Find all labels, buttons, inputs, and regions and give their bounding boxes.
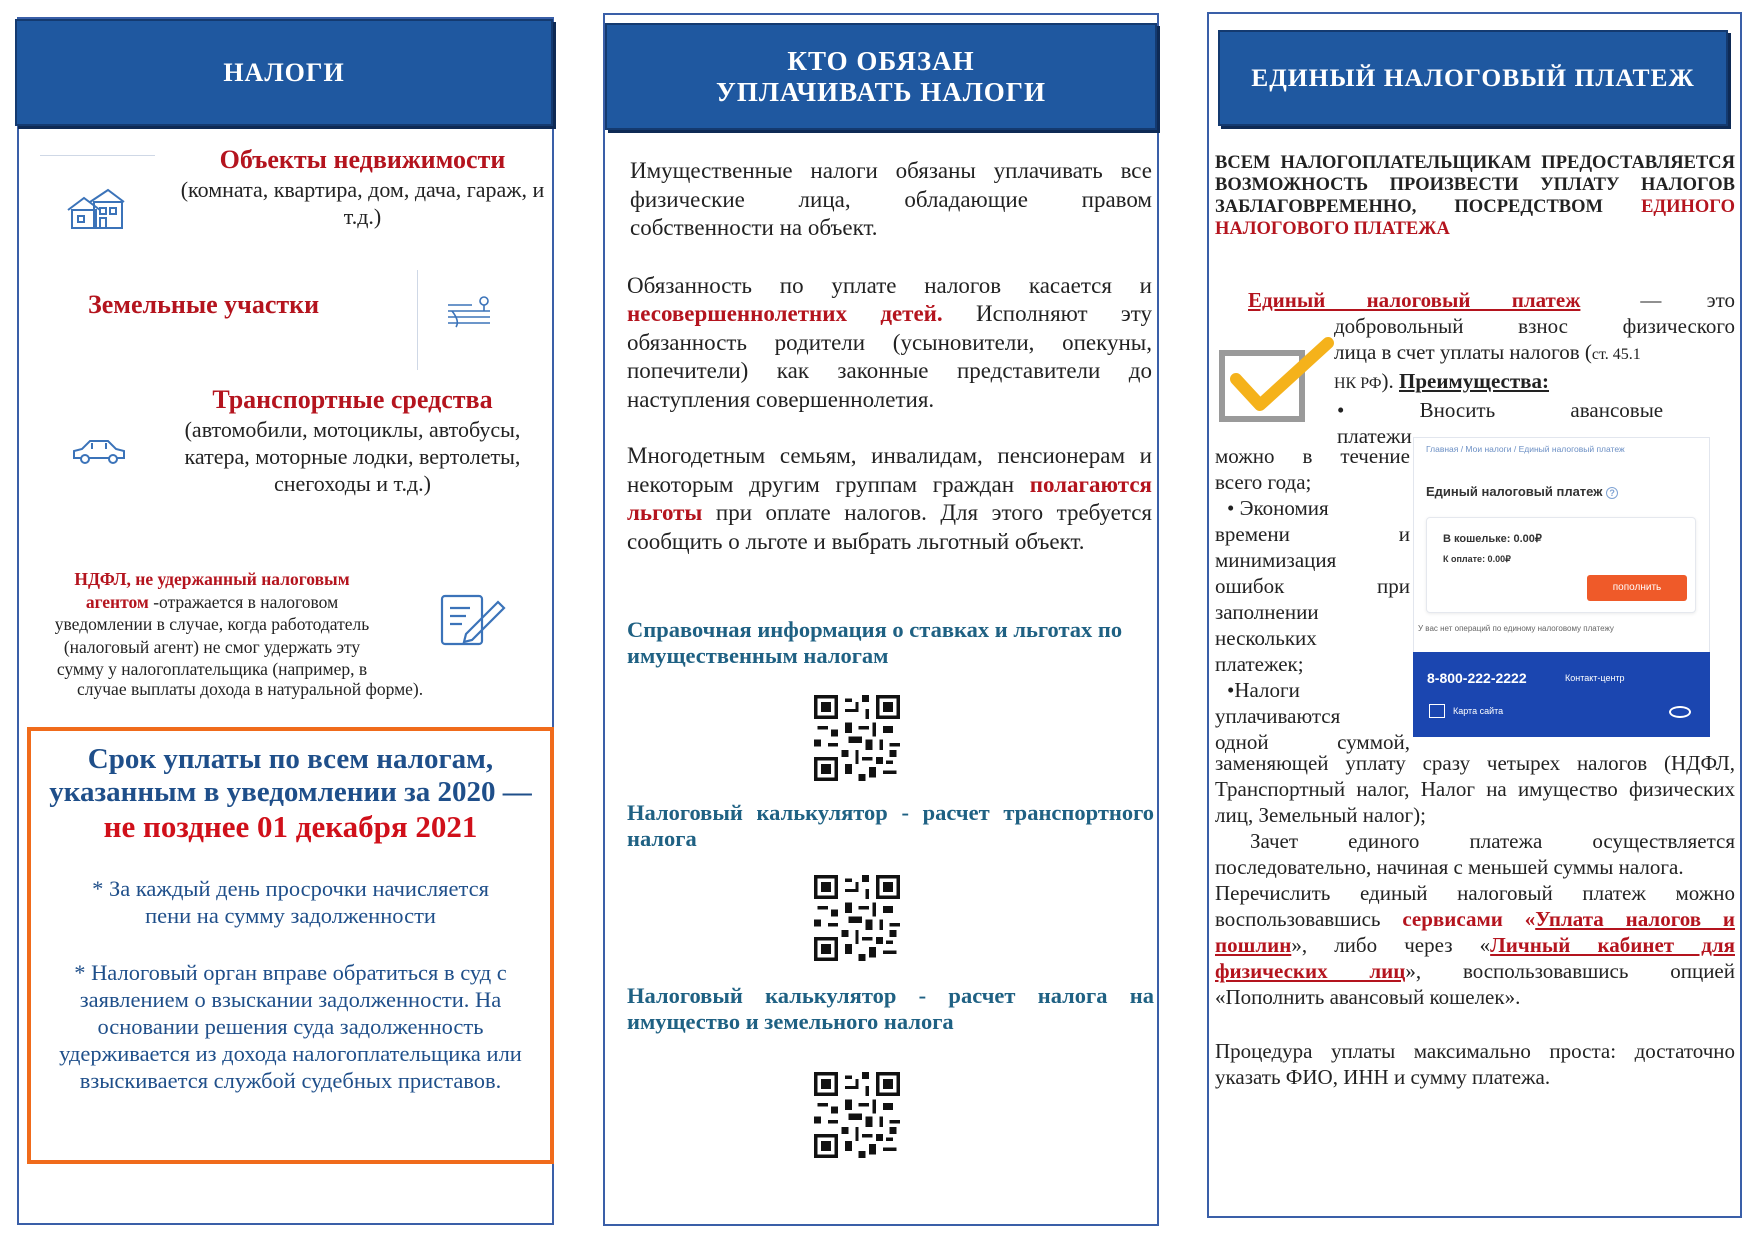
intro-text: ВСЕМ НАЛОГОПЛАТЕЛЬЩИКАМ ПРЕДОСТАВЛЯЕТСЯ ВОЗМОЖНОСТЬ ПРОИЗВЕСТИ УПЛАТУ НАЛОГОВ ЗАБЛАГОВРЕМЕННО, ПОСРЕДСТВОМ — [1215, 153, 1735, 217]
def-line3 — [1215, 339, 1735, 368]
single-payment-body — [1215, 750, 1735, 1090]
tax-site-screenshot — [1413, 437, 1710, 737]
top-up-button[interactable]: пополнить — [1587, 575, 1687, 601]
intro-caps — [1215, 152, 1735, 240]
qr-code-rates — [814, 695, 900, 781]
penalty-note: * За каждый день просрочки начисляется пени на сумму задолженности — [92, 876, 489, 928]
paragraph-owners: Имущественные налоги обязаны уплачивать все физические лица, обладающие правом собственности на объект. — [630, 158, 1152, 240]
bullet3-line3: одной суммой, — [1215, 730, 1410, 754]
quote-open: « — [1502, 907, 1536, 931]
paragraph-minors — [627, 272, 1152, 415]
def-term: Единый налоговый платеж — [1248, 288, 1581, 312]
taxes-replaced: заменяющей уплату сразу четырех налогов (НДФЛ, Транспортный налог, Налог на имущество физических лиц, Земельный налог); — [1215, 751, 1735, 827]
court-note: * Налоговый орган вправе обратиться в суд с заявлением о взыскании задолженности. На основании решения суда задолженность удерживается из дохода налогоплательщика или взыскивается службой судебных приставов. — [59, 960, 522, 1093]
who-pays-text — [627, 157, 1152, 556]
benefits-text-c: при оплате налогов. Для этого требуется сообщить о льготе и выбрать льготный объект. — [627, 500, 1152, 554]
how-to-pay-e: », либо через « — [1291, 933, 1491, 957]
land-icon — [446, 295, 494, 329]
bullets-left — [1215, 443, 1410, 755]
property-calc-link[interactable]: Налоговый калькулятор - расчет налога на имущество и земельного налога — [627, 983, 1154, 1034]
bullet1-line2: можно в течение — [1215, 444, 1410, 468]
pay-taxes-service-link[interactable]: Уплата налогов и пошлин — [1215, 907, 1735, 957]
no-operations-text: У вас нет операций по единому налоговому платежу — [1418, 624, 1614, 633]
def-line3a: лица в счет уплаты налогов ( — [1334, 340, 1592, 364]
bullet1-line3: всего года; — [1215, 470, 1312, 494]
how-to-pay-g: », воспользовавшись опцией «Пополнить авансовый кошелек». — [1215, 959, 1735, 1009]
rates-info-link[interactable]: Справочная информация о ставках и льготах по имущественным налогам — [627, 617, 1123, 668]
services-highlight: сервисами — [1402, 907, 1503, 931]
car-icon — [70, 438, 128, 466]
benefits-highlight: полагаются льготы — [627, 471, 1152, 525]
how-to-pay-a: Перечислить единый налоговый платеж можно воспользовавшись — [1215, 881, 1735, 931]
accessibility-eye-icon[interactable] — [1669, 706, 1691, 718]
single-payment-header: ЕДИНЫЙ НАЛОГОВЫЙ ПЛАТЕЖ — [1218, 30, 1728, 126]
benefits-text-a: Многодетным семьям, инвалидам, пенсионерам и некоторым другим группам граждан — [627, 443, 1152, 497]
paragraph-benefits — [627, 442, 1152, 556]
site-breadcrumb: Главная / Мои налоги / Единый налоговый платеж — [1426, 444, 1625, 454]
property-block — [175, 145, 550, 230]
minors-highlight: несовершеннолетних детей. — [627, 301, 943, 326]
site-title-text: Единый налоговый платеж — [1426, 484, 1603, 499]
wallet-balance: В кошельке: 0.00₽ — [1443, 533, 1542, 545]
minors-text-a: Обязанность по уплате налогов касается и — [627, 272, 1152, 298]
transport-title: Транспортные средства — [212, 385, 493, 414]
property-title: Объекты недвижимости — [219, 145, 506, 174]
sitemap-link[interactable]: Карта сайта — [1453, 706, 1504, 716]
deadline-box — [27, 727, 554, 1164]
divider-line — [40, 155, 155, 156]
how-to-pay — [1215, 880, 1735, 1010]
bullet3-line1: •Налоги — [1227, 678, 1300, 702]
bullet2-line6: нескольких — [1215, 626, 1317, 650]
bullet2-line1: • Экономия — [1227, 496, 1329, 520]
ndfl-desc2: уведомлении в случае, когда работодатель — [54, 614, 370, 634]
offset-order: Зачет единого платежа осуществляется последовательно, начиная с меньшей суммы налога. — [1215, 829, 1735, 879]
land-title: Земельные участки — [88, 290, 320, 319]
hotline-phone[interactable]: 8-800-222-2222 — [1427, 670, 1527, 686]
qr-code-property-calc — [814, 1072, 900, 1158]
wallet-card — [1426, 517, 1696, 613]
bullet2-line3: минимизация — [1215, 548, 1337, 572]
ndfl-title: НДФЛ, не удержанный налоговым — [74, 569, 350, 589]
site-title — [1426, 484, 1618, 499]
bullet2-line7: платежек; — [1215, 652, 1304, 676]
ndfl-desc1: -отражается в налоговом — [148, 591, 339, 612]
deadline-line2: указанным в уведомлении за 2020 — — [49, 776, 532, 808]
bullet2-line2: времени и — [1215, 522, 1410, 546]
procedure-simple: Процедура уплаты максимально проста: достаточно указать ФИО, ИНН и сумму платежа. — [1215, 1039, 1735, 1089]
sitemap-icon — [1429, 704, 1445, 718]
taxes-header: НАЛОГИ — [15, 19, 553, 126]
def-article: ст. 45.1 — [1591, 346, 1641, 363]
document-pen-icon — [440, 590, 506, 646]
def-line4b: ). — [1381, 369, 1399, 393]
property-desc: (комната, квартира, дом, дача, гараж, и т.д.) — [180, 177, 545, 229]
who-pays-header: КТО ОБЯЗАН УПЛАЧИВАТЬ НАЛОГИ — [605, 23, 1157, 130]
qr-code-transport-calc — [814, 875, 900, 961]
transport-block — [150, 385, 555, 497]
def-line2: добровольный взнос физического — [1334, 314, 1735, 338]
bullet2-line4: ошибок при — [1215, 574, 1410, 598]
bullet3-line2: уплачиваются — [1215, 704, 1341, 728]
ndfl-block — [22, 568, 402, 681]
vertical-divider — [417, 270, 418, 370]
contact-center-label: Контакт-центр — [1565, 673, 1625, 683]
minors-text-c: Исполняют эту обязанность родители (усыновители, опекуны, попечители) как законные представители до наступления совершеннолетия. — [627, 301, 1152, 412]
bullet2-line5: заполнении — [1215, 600, 1319, 624]
deadline-line1: Срок уплаты по всем налогам, — [87, 743, 494, 775]
def-line4 — [1215, 368, 1735, 397]
definition-block — [1215, 287, 1735, 449]
ndfl-desc4: сумму у налогоплательщика (например, в — [56, 659, 368, 679]
transport-desc: (автомобили, мотоциклы, автобусы, катера, моторные лодки, вертолеты, снегоходы и т.д.) — [184, 417, 521, 496]
to-pay: К оплате: 0.00₽ — [1443, 554, 1511, 564]
def-code: НК РФ — [1334, 375, 1382, 392]
ndfl-agent: агентом — [85, 591, 149, 612]
deadline-date: не позднее 01 декабря 2021 — [103, 809, 478, 844]
site-footer — [1413, 652, 1710, 737]
ndfl-desc3: (налоговый агент) не смог удержать эту — [63, 636, 361, 657]
def-rest: — это — [1640, 288, 1735, 312]
advantages-title: Преимущества: — [1399, 369, 1550, 393]
intro-highlight: ЕДИНОГО НАЛОГОВОГО ПЛАТЕЖА — [1215, 197, 1735, 239]
personal-account-link[interactable]: Личный кабинет для физических лиц — [1215, 933, 1735, 983]
transport-calc-link[interactable]: Налоговый калькулятор - расчет транспортного налога — [627, 800, 1154, 851]
ndfl-desc5: случае выплаты дохода в натуральной форме). — [77, 679, 424, 699]
bullet1-text: • Вносить авансовые платежи — [1337, 398, 1664, 448]
help-icon: ? — [1606, 487, 1618, 499]
house-icon — [66, 188, 126, 230]
